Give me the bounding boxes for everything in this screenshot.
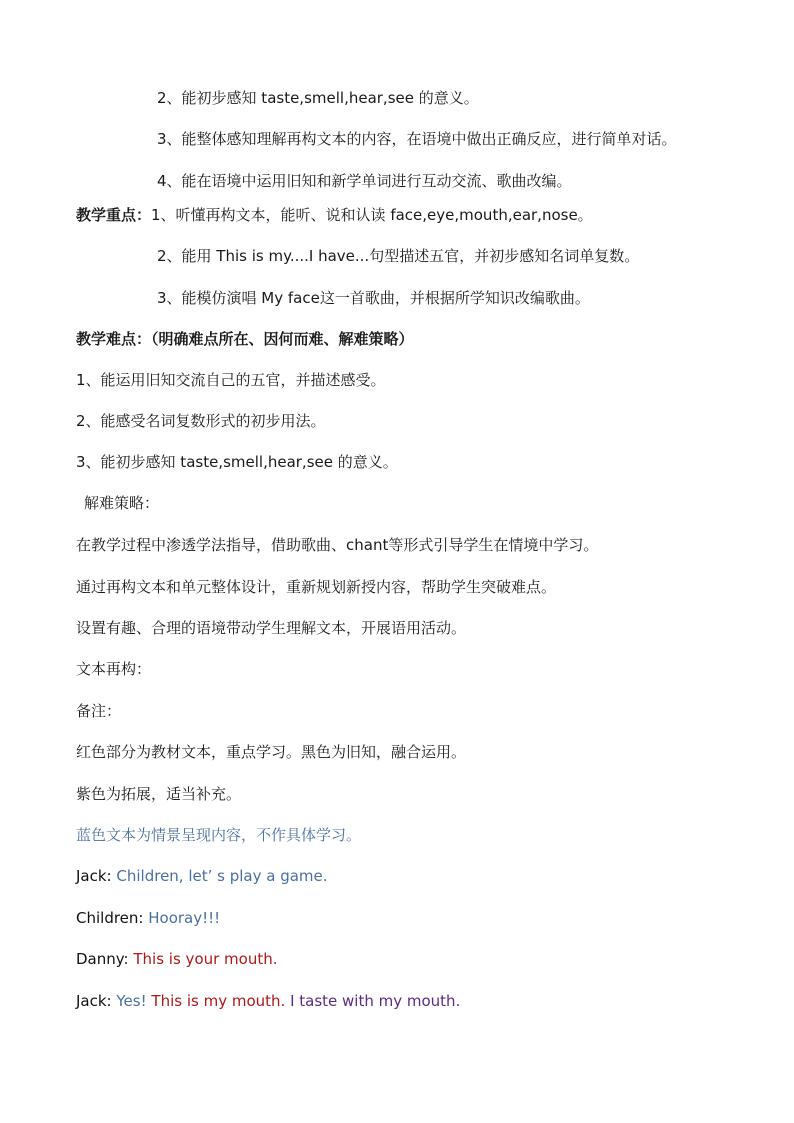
key-points-row (76, 204, 593, 226)
strategy-3: 设置有趣、合理的语境带动学生理解文本，开展语用活动。 (76, 619, 467, 637)
dialogue-text: Children, let’ s play a game. (116, 867, 328, 885)
dialogue-line-3 (76, 948, 278, 970)
dialogue-text: Yes! (116, 992, 147, 1010)
purple-note: 紫色为拓展，适当补充。 (76, 785, 242, 803)
difficulties-label: 教学难点：（明确难点所在、因何而难、解难策略） (76, 330, 414, 348)
difficulty-2: 2、能感受名词复数形式的初步用法。 (76, 412, 326, 430)
speaker: Jack: (76, 992, 112, 1010)
strategy-1: 在教学过程中渗透学法指导，借助歌曲、chant等形式引导学生在情境中学习。 (76, 536, 599, 554)
difficulty-3: 3、能初步感知 taste,smell,hear,see 的意义。 (76, 453, 398, 471)
speaker: Jack: (76, 867, 112, 885)
strategy-label: 解难策略： (84, 494, 160, 512)
notes-label: 备注： (76, 702, 122, 720)
objective-4: 4、能在语境中运用旧知和新学单词进行互动交流、歌曲改编。 (157, 172, 572, 190)
blue-note: 蓝色文本为情景呈现内容，不作具体学习。 (76, 826, 362, 844)
key-point-1: 1、听懂再构文本，能听、说和认读 face,eye,mouth,ear,nose。 (151, 206, 593, 224)
key-point-2: 2、能用 This is my....I have...句型描述五官，并初步感知名词单复数。 (157, 247, 640, 265)
difficulty-1: 1、能运用旧知交流自己的五官，并描述感受。 (76, 371, 386, 389)
dialogue-line-2 (76, 907, 220, 929)
speaker: Danny: (76, 950, 129, 968)
key-point-3: 3、能模仿演唱 My face这一首歌曲，并根据所学知识改编歌曲。 (157, 289, 590, 307)
key-points-label: 教学重点： (76, 206, 152, 224)
red-note: 红色部分为教材文本，重点学习。黑色为旧知，融合运用。 (76, 743, 467, 761)
objective-2: 2、能初步感知 taste,smell,hear,see 的意义。 (157, 89, 479, 107)
objective-3: 3、能整体感知理解再构文本的内容，在语境中做出正确反应，进行简单对话。 (157, 130, 677, 148)
dialogue-text: I taste with my mouth. (290, 992, 461, 1010)
dialogue-text: This is my mouth. (151, 992, 286, 1010)
text-rebuild-label: 文本再构： (76, 660, 152, 678)
dialogue-line-1 (76, 865, 328, 887)
dialogue-text: This is your mouth. (133, 950, 278, 968)
dialogue-text: Hooray!!! (148, 909, 221, 927)
dialogue-line-4 (76, 990, 460, 1012)
speaker: Children: (76, 909, 144, 927)
strategy-2: 通过再构文本和单元整体设计，重新规划新授内容，帮助学生突破难点。 (76, 578, 557, 596)
